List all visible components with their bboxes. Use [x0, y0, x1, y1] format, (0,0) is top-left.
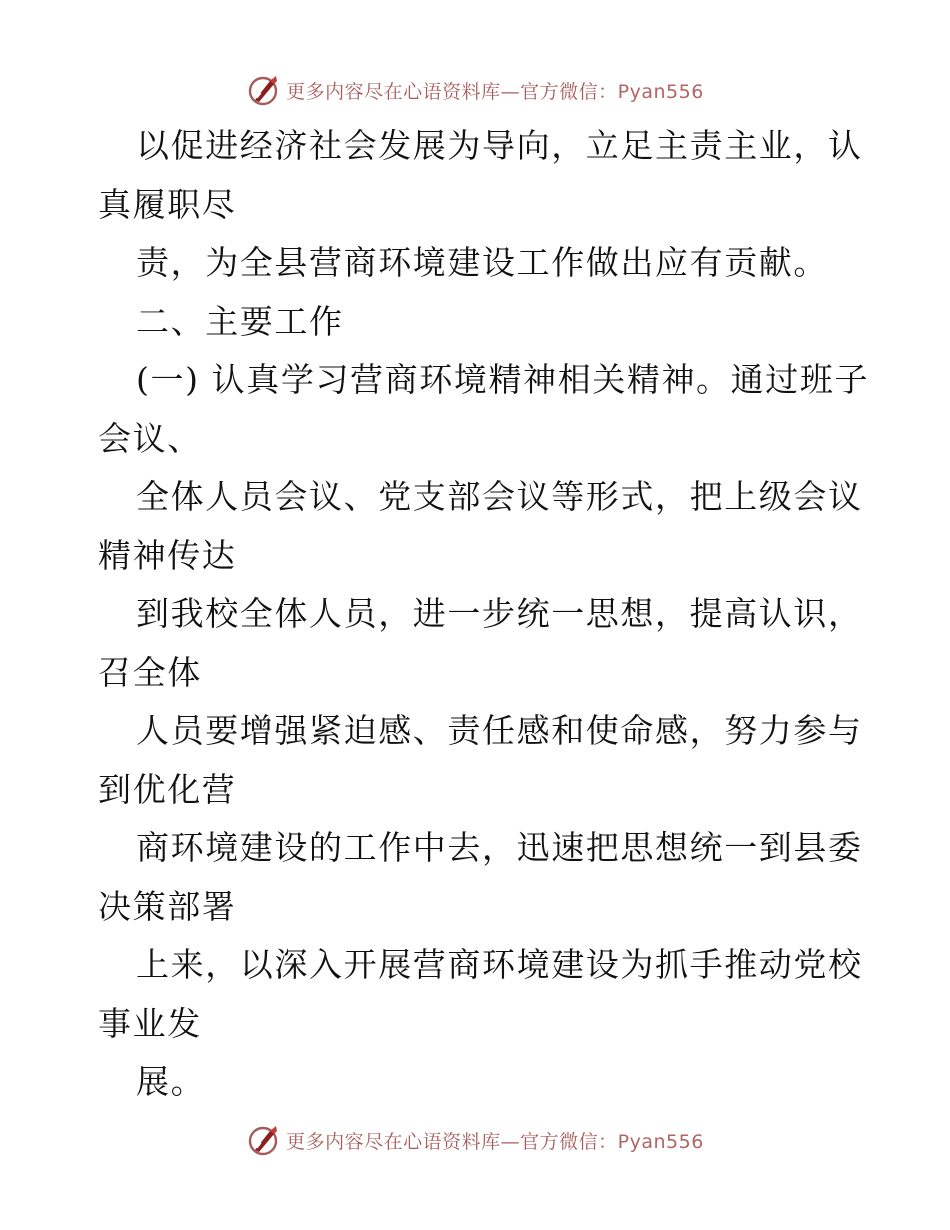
- text-line: 召全体: [98, 652, 202, 692]
- document-body: [98, 117, 870, 1112]
- text-line: 会议、: [98, 418, 202, 458]
- text-line: 精神传达: [98, 535, 237, 575]
- text-line: 展。: [136, 1062, 206, 1101]
- text-line: (一) 认真学习营商环境精神相关精神。通过班子: [136, 360, 870, 399]
- quill-pen-logo-icon: [246, 73, 280, 107]
- header-watermark-banner: [0, 70, 950, 110]
- text-line: 商环境建设的工作中去，迅速把思想统一到县委: [136, 828, 863, 867]
- text-line: 上来，以深入开展营商环境建设为抓手推动党校: [136, 945, 863, 984]
- watermark-text: 更多内容尽在心语资料库—官方微信：Pyan556: [286, 1130, 704, 1153]
- text-line: 人员要增强紧迫感、责任感和使命感，努力参与: [136, 711, 863, 750]
- text-line: 真履职尽: [98, 184, 237, 224]
- footer-watermark-banner: [0, 1120, 950, 1160]
- text-line: 决策部署: [98, 886, 237, 926]
- text-line: 全体人员会议、党支部会议等形式，把上级会议: [136, 477, 863, 516]
- quill-pen-logo-icon: [246, 1123, 280, 1157]
- section-heading: 二、主要工作: [136, 301, 344, 341]
- text-line: 到优化营: [98, 769, 237, 809]
- text-line: 责，为全县营商环境建设工作做出应有贡献。: [136, 243, 828, 282]
- text-line: 事业发: [98, 1003, 202, 1043]
- text-line: 到我校全体人员，进一步统一思想，提高认识，: [136, 594, 863, 633]
- text-line: 以促进经济社会发展为导向，立足主责主业，认: [136, 126, 863, 165]
- watermark-text: 更多内容尽在心语资料库—官方微信：Pyan556: [286, 80, 704, 103]
